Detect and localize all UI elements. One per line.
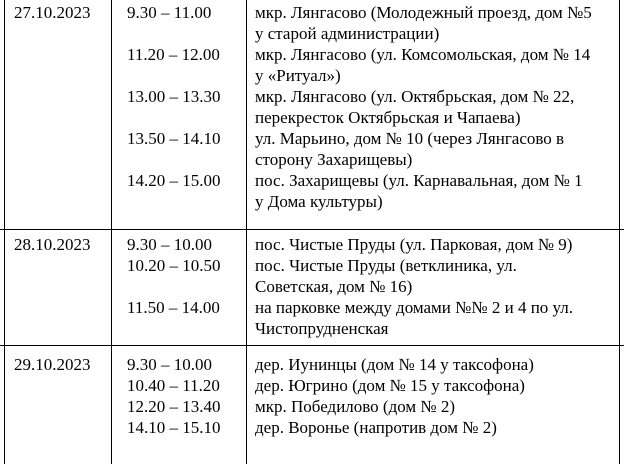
time-slot: 9.30 – 11.00 bbox=[127, 3, 212, 22]
time-slot: 11.20 – 12.00 bbox=[127, 45, 220, 64]
table-row-divider bbox=[0, 345, 624, 346]
row-date: 27.10.2023 bbox=[14, 3, 91, 22]
time-slot: 12.20 – 13.40 bbox=[127, 397, 221, 416]
location-text: сторону Захарищевы) bbox=[255, 150, 413, 169]
location-text: у старой администрации) bbox=[255, 24, 440, 43]
location-text: пос. Захарищевы (ул. Карнавальная, дом № 1 bbox=[255, 171, 583, 190]
time-slot: 13.50 – 14.10 bbox=[127, 129, 221, 148]
row-date: 28.10.2023 bbox=[14, 235, 91, 254]
time-slot: 10.20 – 10.50 bbox=[127, 256, 221, 275]
time-slot: 14.20 – 15.00 bbox=[127, 171, 221, 190]
location-text: пос. Чистые Пруды (ветклиника, ул. bbox=[255, 256, 517, 275]
location-text: у «Ритуал») bbox=[255, 66, 341, 85]
time-slot: 9.30 – 10.00 bbox=[127, 355, 212, 374]
location-text: мкр. Лянгасово (ул. Комсомольская, дом № 14 bbox=[255, 45, 591, 64]
table-column-divider bbox=[111, 0, 112, 464]
time-slot: 9.30 – 10.00 bbox=[127, 235, 212, 254]
location-text: дер. Воронье (напротив дом № 2) bbox=[255, 418, 497, 437]
location-text: ул. Марьино, дом № 10 (через Лянгасово в bbox=[255, 129, 565, 148]
location-text: мкр. Лянгасово (ул. Октябрьская, дом № 22, bbox=[255, 87, 575, 106]
location-text: пос. Чистые Пруды (ул. Парковая, дом № 9) bbox=[255, 235, 573, 254]
row-date: 29.10.2023 bbox=[14, 355, 91, 374]
table-column-divider bbox=[246, 0, 247, 464]
location-text: на парковке между домами №№ 2 и 4 по ул. bbox=[255, 298, 574, 317]
location-text: дер. Югрино (дом № 15 у таксофона) bbox=[255, 376, 525, 395]
time-slot: 10.40 – 11.20 bbox=[127, 376, 220, 395]
location-text: дер. Иунинцы (дом № 14 у таксофона) bbox=[255, 355, 534, 374]
table-row-divider bbox=[0, 229, 624, 230]
location-text: мкр. Лянгасово (Молодежный проезд, дом №5 bbox=[255, 3, 592, 22]
time-slot: 13.00 – 13.30 bbox=[127, 87, 221, 106]
location-text: Советская, дом № 16) bbox=[255, 277, 413, 296]
time-slot: 14.10 – 15.10 bbox=[127, 418, 221, 437]
table-border-left bbox=[4, 0, 5, 464]
location-text: перекресток Октябрьская и Чапаева) bbox=[255, 108, 521, 127]
location-text: у Дома культуры) bbox=[255, 192, 383, 211]
location-text: Чистопрудненская bbox=[255, 319, 389, 338]
time-slot: 11.50 – 14.00 bbox=[127, 298, 220, 317]
table-border-right bbox=[619, 0, 620, 464]
location-text: мкр. Победилово (дом № 2) bbox=[255, 397, 456, 416]
